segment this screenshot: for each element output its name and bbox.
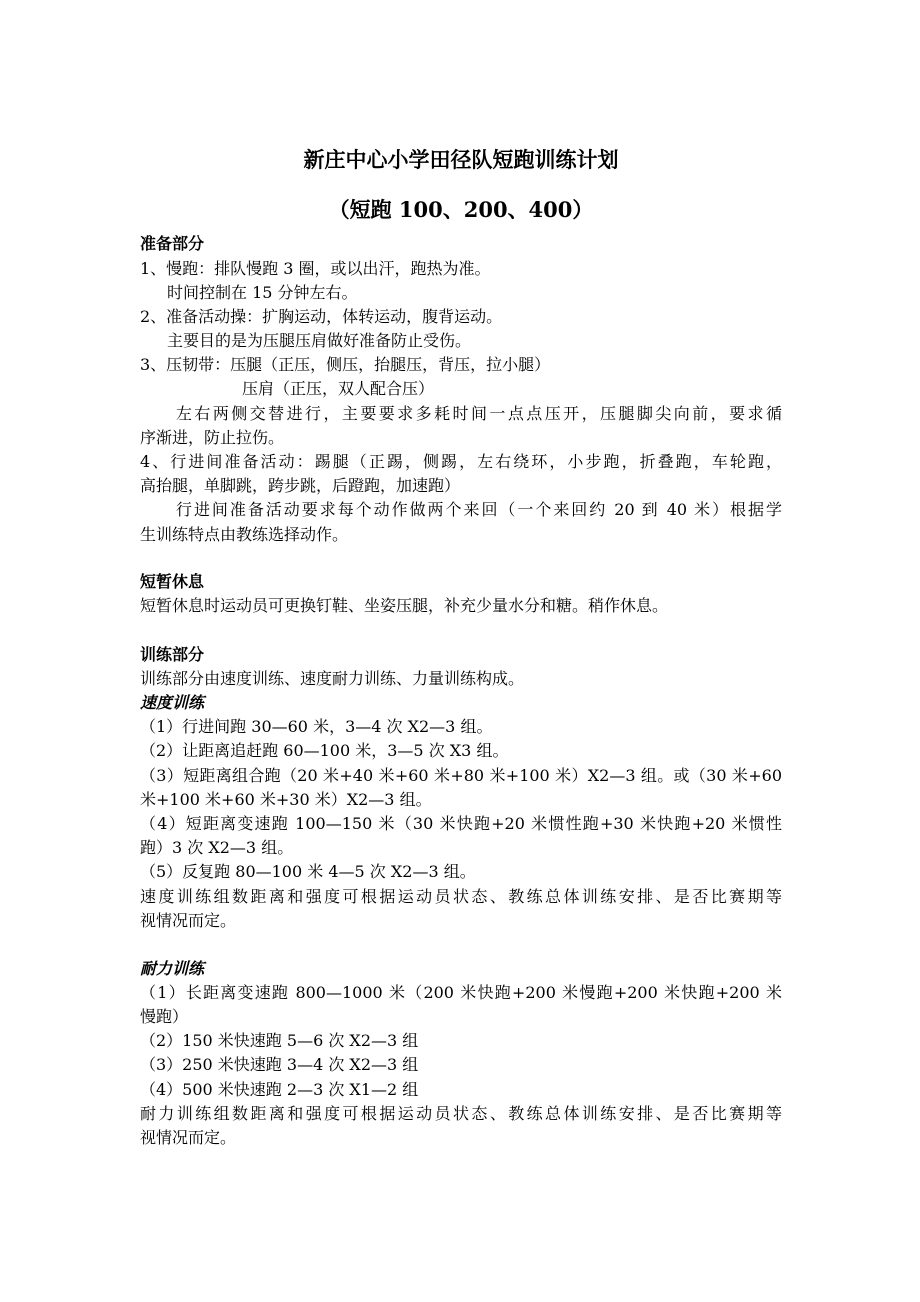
subsection-heading-endurance: 耐力训练 (140, 959, 205, 978)
text-line: （3）250 米快速跑 3—4 次 X2—3 组 (140, 1055, 419, 1074)
text-line: 1、慢跑：排队慢跑 3 圈，或以出汗，跑热为准。 (140, 259, 491, 278)
text-line: （1）长距离变速跑 800—1000 米（200 米快跑+200 米慢跑+200 米快跑+200 米 (140, 983, 782, 1002)
text-line: 跑）3 次 X2—3 组。 (140, 838, 294, 857)
text-line: 短暂休息时运动员可更换钉鞋、坐姿压腿，补充少量水分和糖。稍作休息。 (140, 596, 669, 615)
text-line: （5）反复跑 80—100 米 4—5 次 X2—3 组。 (140, 862, 476, 881)
text-line: 米+100 米+60 米+30 米）X2—3 组。 (140, 790, 432, 809)
text-line: 主要目的是为压腿压肩做好准备防止受伤。 (167, 331, 472, 350)
text-line: 耐力训练组数距离和强度可根据运动员状态、教练总体训练安排、是否比赛期等 (140, 1104, 782, 1123)
text-line: （4）500 米快速跑 2—3 次 X1—2 组 (140, 1080, 419, 1099)
text-line: 行进间准备活动要求每个动作做两个来回（一个来回约 20 到 40 米）根据学 (176, 500, 782, 519)
text-line: 左右两侧交替进行，主要要求多耗时间一点点压开，压腿脚尖向前，要求循 (176, 404, 782, 423)
section-heading-train: 训练部分 (140, 645, 205, 664)
text-line: 3、压韧带：压腿（正压，侧压，抬腿压，背压，拉小腿） (140, 355, 551, 374)
text-line: 生训练特点由教练选择动作。 (140, 525, 349, 544)
text-line: 视情况而定。 (140, 911, 237, 930)
text-line: 训练部分由速度训练、速度耐力训练、力量训练构成。 (140, 669, 525, 688)
text-line: 速度训练组数距离和强度可根据运动员状态、教练总体训练安排、是否比赛期等 (140, 887, 782, 906)
document-title: 新庄中心小学田径队短跑训练计划 (303, 147, 619, 172)
text-line: 2、准备活动操：扩胸运动，体转运动，腹背运动。 (140, 307, 503, 326)
text-line: 高抬腿，单脚跳，跨步跳，后蹬跑，加速跑） (140, 476, 461, 495)
text-line: （2）150 米快速跑 5—6 次 X2—3 组 (140, 1031, 419, 1050)
text-line: 4、行进间准备活动：踢腿（正踢，侧踢，左右绕环，小步跑，折叠跑，车轮跑， (140, 452, 782, 471)
text-line: （1）行进间跑 30—60 米，3—4 次 X2—3 组。 (140, 717, 493, 736)
text-line: 序渐进，防止拉伤。 (140, 428, 285, 447)
subsection-heading-speed: 速度训练 (140, 693, 205, 712)
text-line: 视情况而定。 (140, 1128, 237, 1147)
document-subtitle: （短跑 100、200、400） (328, 197, 594, 222)
section-heading-prep: 准备部分 (140, 234, 205, 253)
text-line: （3）短距离组合跑（20 米+40 米+60 米+80 米+100 米）X2—3 组。或（30 米+60 (140, 766, 782, 785)
text-line: （2）让距离追赶跑 60—100 米，3—5 次 X3 组。 (140, 741, 509, 760)
text-line: 慢跑） (140, 1007, 189, 1026)
text-line: （4）短距离变速跑 100—150 米（30 米快跑+20 米惯性跑+30 米快跑+20 米惯性 (140, 814, 782, 833)
text-line: 时间控制在 15 分钟左右。 (167, 283, 358, 302)
section-heading-rest: 短暂休息 (140, 572, 205, 591)
text-line: 压肩（正压，双人配合压） (242, 379, 435, 398)
